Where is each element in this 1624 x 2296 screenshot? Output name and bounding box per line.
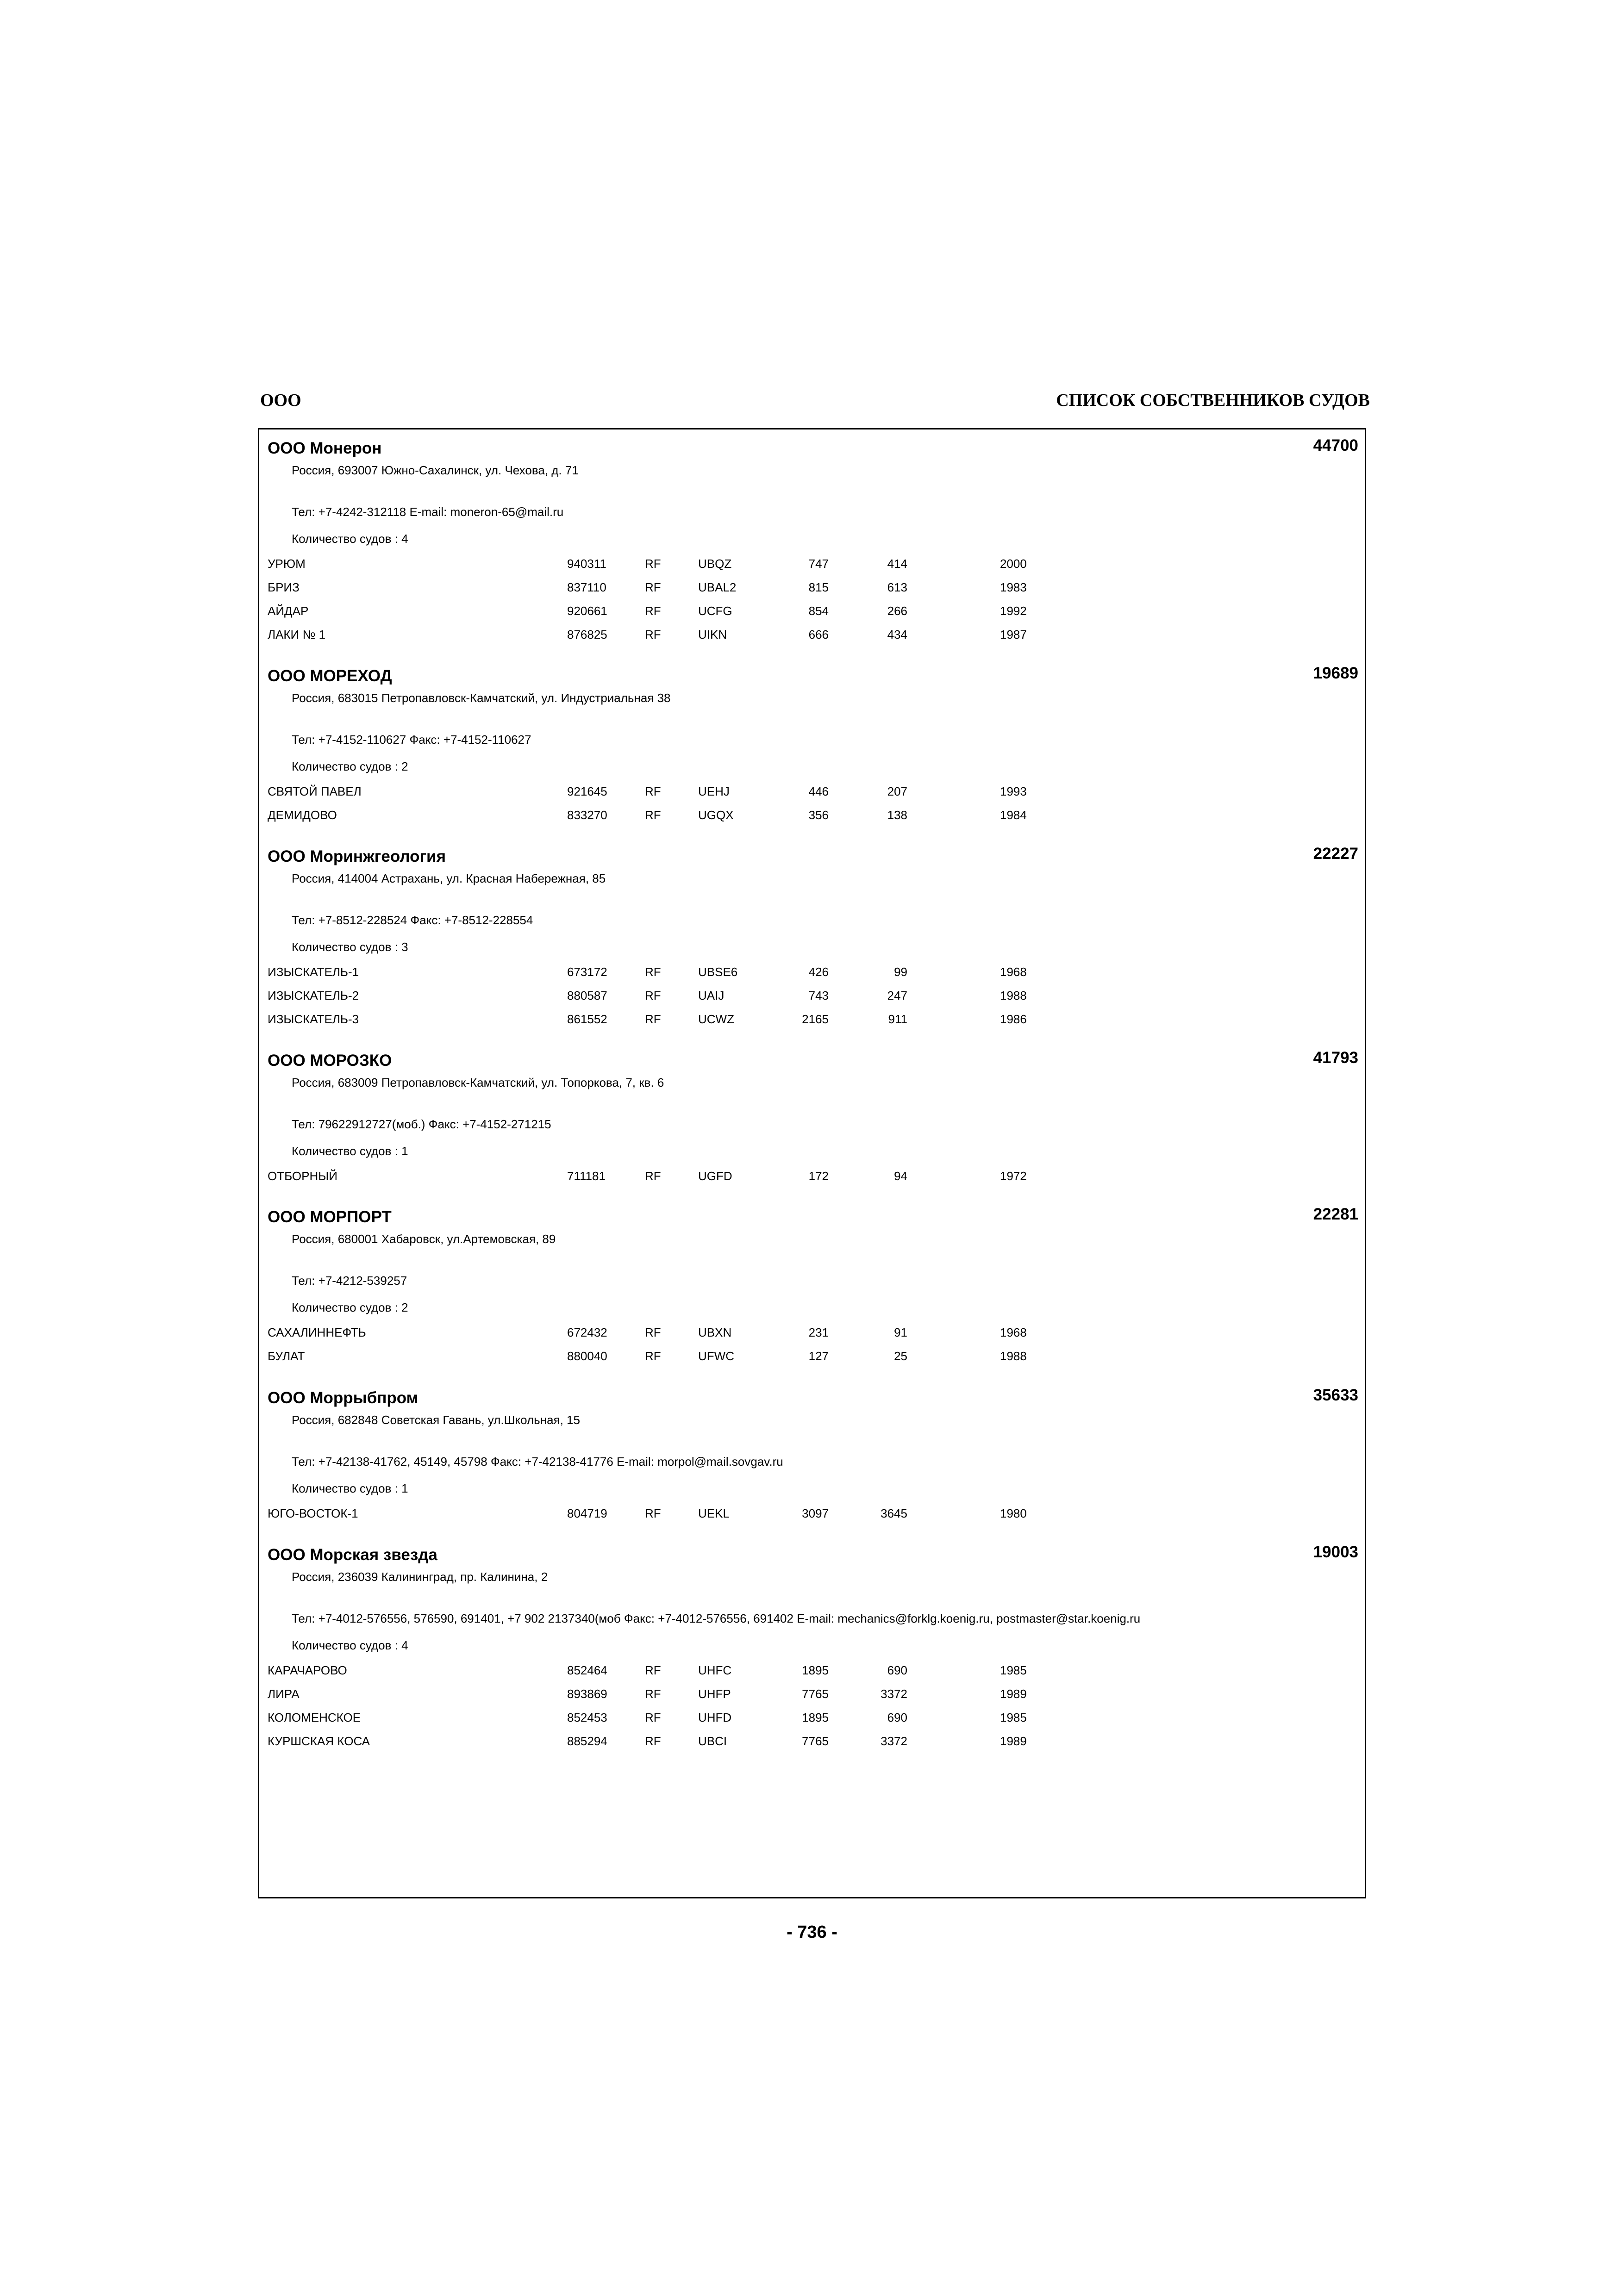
vessel-count: Количество судов : 1 [292, 1481, 408, 1495]
vessel-gross-tonnage: 172 [808, 1169, 829, 1183]
vessel-name: КУРШСКАЯ КОСА [268, 1734, 370, 1748]
vessel-imo: 880040 [567, 1349, 607, 1363]
company-contact: Тел: +7-4212-539257 [292, 1274, 407, 1288]
vessel-deadweight: 3645 [881, 1506, 907, 1520]
vessel-imo: 861552 [567, 1012, 607, 1026]
company-code: 41793 [1313, 1049, 1358, 1067]
vessel-imo: 893869 [567, 1687, 607, 1701]
vessel-flag: RF [645, 1663, 661, 1677]
vessel-deadweight: 91 [894, 1325, 907, 1339]
vessel-row [259, 1663, 1365, 1686]
vessel-deadweight: 25 [894, 1349, 907, 1363]
vessel-imo: 833270 [567, 808, 607, 822]
company-address: Россия, 683009 Петропавловск-Камчатский, ул. Топоркова, 7, кв. 6 [292, 1076, 664, 1089]
vessel-row [259, 1012, 1365, 1035]
vessel-imo: 852464 [567, 1663, 607, 1677]
vessel-row [259, 1506, 1365, 1529]
company-code: 19003 [1313, 1543, 1358, 1561]
running-header-left: ООО [260, 391, 301, 410]
vessel-row [259, 784, 1365, 807]
company-code: 19689 [1313, 664, 1358, 682]
vessel-callsign: UGFD [698, 1169, 732, 1183]
vessel-gross-tonnage: 7765 [802, 1687, 829, 1701]
vessel-callsign: UGQX [698, 808, 734, 822]
company-name: ООО МОРЕХОД [268, 667, 392, 685]
vessel-deadweight: 99 [894, 965, 907, 979]
vessel-deadweight: 207 [887, 784, 907, 798]
vessel-imo: 673172 [567, 965, 607, 979]
vessel-flag: RF [645, 1349, 661, 1363]
vessel-name: ИЗЫСКАТЕЛЬ-1 [268, 965, 359, 979]
company-address: Россия, 680001 Хабаровск, ул.Артемовская, 89 [292, 1232, 556, 1246]
vessel-name: ИЗЫСКАТЕЛЬ-2 [268, 989, 359, 1002]
vessel-row [259, 1734, 1365, 1757]
vessel-name: АЙДАР [268, 604, 309, 618]
vessel-year: 1993 [1000, 784, 1027, 798]
vessel-deadweight: 414 [887, 557, 907, 571]
vessel-gross-tonnage: 7765 [802, 1734, 829, 1748]
vessel-flag: RF [645, 628, 661, 641]
vessel-count: Количество судов : 4 [292, 532, 408, 546]
company-contact: Тел: 79622912727(моб.) Факс: +7-4152-271215 [292, 1117, 551, 1131]
company-contact: Тел: +7-8512-228524 Факс: +7-8512-228554 [292, 913, 533, 927]
vessel-callsign: UFWC [698, 1349, 734, 1363]
vessel-imo: 880587 [567, 989, 607, 1002]
vessel-flag: RF [645, 989, 661, 1002]
vessel-count: Количество судов : 3 [292, 940, 408, 954]
vessel-row [259, 1349, 1365, 1372]
vessel-flag: RF [645, 1012, 661, 1026]
company-code: 22281 [1313, 1205, 1358, 1223]
company-address: Россия, 682848 Советская Гавань, ул.Школьная, 15 [292, 1413, 580, 1427]
owners-list-frame [258, 428, 1366, 1898]
vessel-row [259, 1325, 1365, 1348]
vessel-callsign: UBQZ [698, 557, 732, 571]
vessel-flag: RF [645, 965, 661, 979]
vessel-year: 1986 [1000, 1012, 1027, 1026]
vessel-name: ОТБОРНЫЙ [268, 1169, 337, 1183]
vessel-name: КОЛОМЕНСКОЕ [268, 1711, 361, 1724]
page-number: - 736 - [787, 1923, 837, 1942]
vessel-year: 1989 [1000, 1687, 1027, 1701]
vessel-callsign: UBAL2 [698, 580, 737, 594]
vessel-deadweight: 3372 [881, 1687, 907, 1701]
company-address: Россия, 693007 Южно-Сахалинск, ул. Чехова, д. 71 [292, 463, 579, 477]
vessel-callsign: UIKN [698, 628, 727, 641]
vessel-name: ИЗЫСКАТЕЛЬ-3 [268, 1012, 359, 1026]
vessel-gross-tonnage: 815 [808, 580, 829, 594]
vessel-name: БУЛАТ [268, 1349, 305, 1363]
vessel-name: САХАЛИННЕФТЬ [268, 1325, 366, 1339]
vessel-year: 1968 [1000, 965, 1027, 979]
vessel-count: Количество судов : 2 [292, 759, 408, 773]
vessel-row [259, 1686, 1365, 1710]
vessel-imo: 852453 [567, 1711, 607, 1724]
company-name: ООО МОРПОРТ [268, 1208, 392, 1226]
vessel-gross-tonnage: 1895 [802, 1711, 829, 1724]
vessel-deadweight: 266 [887, 604, 907, 618]
vessel-year: 1988 [1000, 989, 1027, 1002]
vessel-name: ЮГО-ВОСТОК-1 [268, 1506, 358, 1520]
vessel-deadweight: 690 [887, 1711, 907, 1724]
company-address: Россия, 683015 Петропавловск-Камчатский, ул. Индустриальная 38 [292, 691, 671, 705]
company-code: 22227 [1313, 845, 1358, 863]
vessel-callsign: UBSE6 [698, 965, 738, 979]
vessel-count: Количество судов : 1 [292, 1144, 408, 1158]
company-name: ООО МОРОЗКО [268, 1052, 392, 1070]
vessel-gross-tonnage: 747 [808, 557, 829, 571]
vessel-gross-tonnage: 446 [808, 784, 829, 798]
vessel-deadweight: 247 [887, 989, 907, 1002]
vessel-count: Количество судов : 2 [292, 1300, 408, 1314]
vessel-row [259, 988, 1365, 1011]
company-name: ООО Монерон [268, 439, 382, 457]
vessel-year: 1983 [1000, 580, 1027, 594]
vessel-imo: 920661 [567, 604, 607, 618]
vessel-row [259, 604, 1365, 627]
vessel-name: ЛИРА [268, 1687, 300, 1701]
vessel-deadweight: 3372 [881, 1734, 907, 1748]
vessel-name: КАРАЧАРОВО [268, 1663, 347, 1677]
company-address: Россия, 236039 Калининград, пр. Калинина, 2 [292, 1570, 548, 1584]
vessel-year: 1989 [1000, 1734, 1027, 1748]
company-contact: Тел: +7-4152-110627 Факс: +7-4152-110627 [292, 733, 531, 747]
vessel-count: Количество судов : 4 [292, 1638, 408, 1652]
company-name: ООО Моррыбпром [268, 1389, 418, 1407]
running-header-title: СПИСОК СОБСТВЕННИКОВ СУДОВ [1056, 391, 1370, 410]
vessel-callsign: UBCI [698, 1734, 727, 1748]
vessel-deadweight: 138 [887, 808, 907, 822]
vessel-gross-tonnage: 743 [808, 989, 829, 1002]
vessel-row [259, 556, 1365, 579]
vessel-year: 1968 [1000, 1325, 1027, 1339]
vessel-callsign: UHFC [698, 1663, 732, 1677]
vessel-flag: RF [645, 580, 661, 594]
vessel-gross-tonnage: 231 [808, 1325, 829, 1339]
vessel-imo: 711181 [567, 1169, 606, 1183]
company-code: 35633 [1313, 1386, 1358, 1404]
vessel-callsign: UAIJ [698, 989, 725, 1002]
vessel-callsign: UCWZ [698, 1012, 734, 1026]
company-name: ООО Морская звезда [268, 1546, 437, 1564]
vessel-name: УРЮМ [268, 557, 306, 571]
vessel-year: 1972 [1000, 1169, 1027, 1183]
vessel-imo: 837110 [567, 580, 606, 594]
vessel-callsign: UEHJ [698, 784, 730, 798]
vessel-deadweight: 690 [887, 1663, 907, 1677]
vessel-flag: RF [645, 1711, 661, 1724]
vessel-gross-tonnage: 426 [808, 965, 829, 979]
vessel-name: ЛАКИ № 1 [268, 628, 326, 641]
vessel-imo: 672432 [567, 1325, 607, 1339]
vessel-year: 1984 [1000, 808, 1027, 822]
vessel-deadweight: 911 [888, 1012, 907, 1026]
vessel-year: 1985 [1000, 1711, 1027, 1724]
vessel-imo: 804719 [567, 1506, 607, 1520]
vessel-flag: RF [645, 784, 661, 798]
company-contact: Тел: +7-4242-312118 E-mail: moneron-65@mail.ru [292, 505, 564, 519]
vessel-flag: RF [645, 1734, 661, 1748]
company-name: ООО Моринжгеология [268, 847, 446, 865]
vessel-year: 1992 [1000, 604, 1027, 618]
vessel-name: БРИЗ [268, 580, 300, 594]
vessel-imo: 940311 [567, 557, 606, 571]
vessel-callsign: UEKL [698, 1506, 730, 1520]
vessel-flag: RF [645, 1325, 661, 1339]
vessel-year: 2000 [1000, 557, 1027, 571]
vessel-row [259, 808, 1365, 831]
vessel-gross-tonnage: 666 [808, 628, 829, 641]
vessel-name: ДЕМИДОВО [268, 808, 337, 822]
vessel-row [259, 1169, 1365, 1192]
vessel-callsign: UHFP [698, 1687, 731, 1701]
vessel-row [259, 1710, 1365, 1733]
vessel-flag: RF [645, 604, 661, 618]
vessel-flag: RF [645, 557, 661, 571]
company-code: 44700 [1313, 436, 1358, 454]
vessel-callsign: UHFD [698, 1711, 732, 1724]
vessel-name: СВЯТОЙ ПАВЕЛ [268, 784, 362, 798]
vessel-imo: 921645 [567, 784, 607, 798]
company-contact: Тел: +7-42138-41762, 45149, 45798 Факс: +7-42138-41776 E-mail: morpol@mail.sovgav.ru [292, 1455, 783, 1468]
vessel-row [259, 580, 1365, 603]
vessel-deadweight: 94 [894, 1169, 907, 1183]
vessel-flag: RF [645, 1687, 661, 1701]
vessel-imo: 876825 [567, 628, 607, 641]
vessel-deadweight: 434 [887, 628, 907, 641]
vessel-row [259, 964, 1365, 988]
vessel-callsign: UCFG [698, 604, 732, 618]
vessel-gross-tonnage: 2165 [802, 1012, 829, 1026]
vessel-year: 1985 [1000, 1663, 1027, 1677]
vessel-gross-tonnage: 1895 [802, 1663, 829, 1677]
vessel-year: 1987 [1000, 628, 1027, 641]
vessel-flag: RF [645, 1506, 661, 1520]
vessel-flag: RF [645, 808, 661, 822]
vessel-year: 1988 [1000, 1349, 1027, 1363]
vessel-gross-tonnage: 854 [808, 604, 829, 618]
vessel-year: 1980 [1000, 1506, 1027, 1520]
company-address: Россия, 414004 Астрахань, ул. Красная Набережная, 85 [292, 871, 606, 885]
company-contact: Тел: +7-4012-576556, 576590, 691401, +7 902 2137340(моб Факс: +7-4012-576556, 691402 E-mail: mechanics@forklg.koenig.ru, postmaster@star.koenig.ru [292, 1612, 1141, 1625]
vessel-row [259, 627, 1365, 650]
vessel-gross-tonnage: 127 [808, 1349, 829, 1363]
vessel-gross-tonnage: 3097 [802, 1506, 829, 1520]
vessel-gross-tonnage: 356 [808, 808, 829, 822]
vessel-imo: 885294 [567, 1734, 607, 1748]
vessel-deadweight: 613 [887, 580, 907, 594]
vessel-flag: RF [645, 1169, 661, 1183]
vessel-callsign: UBXN [698, 1325, 732, 1339]
